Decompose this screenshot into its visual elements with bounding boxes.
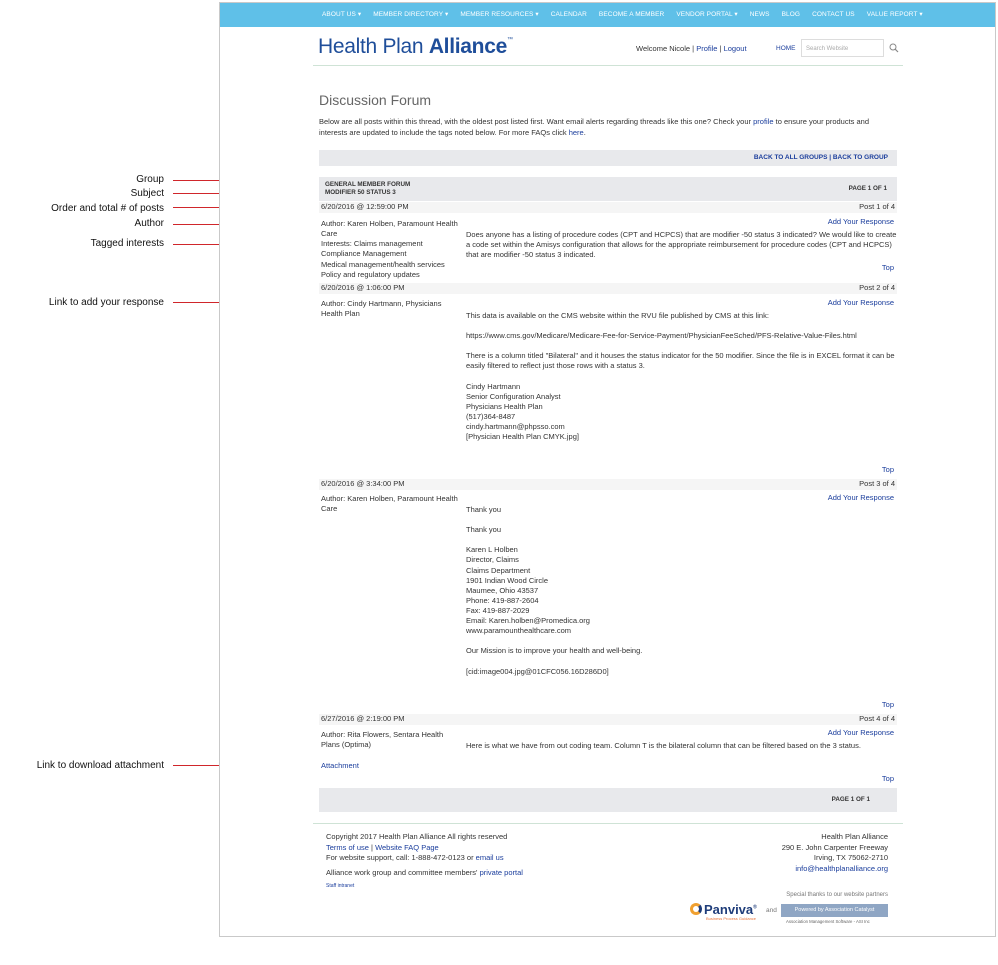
post-number: Post 2 of 4 — [859, 283, 895, 292]
add-response-link[interactable]: Add Your Response — [827, 493, 894, 502]
home-link[interactable]: HOME — [776, 45, 796, 52]
welcome-area — [636, 44, 747, 54]
footer-address: Irving, TX 75062-2710 — [813, 853, 888, 862]
intro-profile-link[interactable]: profile — [753, 117, 774, 126]
panviva-logo[interactable] — [690, 901, 757, 921]
partners-text: Special thanks to our website partners — [786, 892, 888, 898]
header-divider — [313, 65, 903, 66]
post-author: Author: Karen Holben, Paramount Health Care — [321, 219, 458, 239]
post-body — [466, 741, 897, 761]
post-interest: Policy and regulatory updates — [321, 269, 420, 279]
post-interest: Medical management/health services — [321, 259, 445, 269]
intro-here-link[interactable]: here — [568, 127, 584, 137]
callout-subject: Subject — [130, 188, 164, 199]
footer-org: Health Plan Alliance — [821, 832, 888, 841]
faq-link[interactable]: Website FAQ Page — [375, 842, 439, 852]
alliance-line — [326, 868, 523, 879]
intro-part: to ensure your products and interests are updated to include the tags noted below. For more FAQs click — [319, 117, 870, 137]
private-portal-link[interactable]: private portal — [479, 867, 523, 877]
post-body — [466, 230, 897, 270]
post-paragraph: There is a column titled "Bilateral" and it houses the status indicator for the 50 modifier. Since the file is in EXCEL format it can be easily filtered to reflect just those rows with a status 3. — [466, 351, 895, 371]
callout-author: Author — [134, 218, 164, 229]
back-bar — [319, 150, 897, 166]
post-author-block — [321, 494, 463, 514]
staff-intranet-link[interactable]: Staff intranet — [326, 883, 355, 889]
footer-sep: | — [368, 842, 376, 852]
nav-become-member[interactable]: BECOME A MEMBER — [598, 10, 665, 18]
top-link[interactable]: Top — [881, 700, 894, 709]
nav-blog[interactable]: BLOG — [781, 10, 801, 18]
footer-address: 290 E. John Carpenter Freeway — [781, 842, 888, 852]
nav-contact-us[interactable]: CONTACT US — [812, 10, 855, 18]
post-header — [319, 283, 897, 294]
thread-footer-bar — [319, 788, 897, 812]
nav-member-directory[interactable]: MEMBER DIRECTORY ▾ — [373, 10, 449, 18]
and-text: and — [766, 907, 777, 914]
post-paragraph: Our Mission is to improve your health and well-being. — [466, 646, 643, 656]
top-link[interactable]: Top — [881, 263, 894, 272]
top-link[interactable]: Top — [881, 465, 894, 474]
post-paragraph: [cid:image004.jpg@01CFC056.16D286D0] — [466, 666, 609, 676]
post-date: 6/20/2016 @ 3:34:00 PM — [321, 479, 405, 488]
ac-subtext: Association Management Software - ASI Inc — [786, 919, 870, 924]
footer-divider — [313, 823, 903, 824]
callout-order: Order and total # of posts — [51, 203, 164, 214]
intro-part: . — [583, 127, 586, 137]
post-number: Post 3 of 4 — [859, 479, 895, 488]
group-name: GENERAL MEMBER FORUM — [325, 181, 411, 188]
callout-attachment: Link to download attachment — [36, 760, 164, 771]
add-response-link[interactable]: Add Your Response — [827, 298, 894, 307]
nav-member-resources[interactable]: MEMBER RESOURCES ▾ — [460, 10, 539, 18]
support-email-link[interactable]: email us — [475, 853, 504, 862]
page-title: Discussion Forum — [319, 92, 432, 108]
top-link[interactable]: Top — [881, 774, 894, 783]
post-signature: Karen L Holben Director, Claims Claims Department 1901 Indian Wood Circle Maumee, Ohio 43537 Phone: 419-887-2604 Fax: 419-887-2029 Email: Karen.holben@Promedica.org www.paramounthealthcare.com — [466, 545, 590, 636]
post-interest: Interests: Claims management — [321, 239, 423, 249]
post-header — [319, 714, 897, 725]
association-catalyst-badge[interactable]: Powered by Association Catalyst — [781, 904, 888, 917]
post-interest: Compliance Management — [321, 249, 407, 259]
footer-links — [326, 843, 523, 854]
site-logo[interactable] — [318, 33, 513, 61]
add-response-link[interactable]: Add Your Response — [827, 217, 894, 226]
post-header — [319, 479, 897, 490]
nav-value-report[interactable]: VALUE REPORT ▾ — [866, 10, 923, 18]
attachment-link[interactable]: Attachment — [321, 761, 359, 770]
thread-header — [319, 177, 897, 201]
back-to-all-groups-link[interactable]: BACK TO ALL GROUPS — [753, 154, 828, 161]
post-author-block — [321, 219, 463, 280]
copyright: Copyright 2017 Health Plan Alliance All rights reserved — [326, 832, 508, 841]
logo-text-plain: Health Plan — [318, 35, 429, 58]
footer-right — [782, 832, 888, 874]
footer-email-link[interactable]: info@healthplanalliance.org — [795, 863, 888, 873]
browser-page — [219, 2, 996, 937]
profile-link[interactable]: Profile — [696, 44, 718, 53]
post-author: Author: Cindy Hartmann, Physicians Health Plan — [321, 299, 442, 319]
terms-link[interactable]: Terms of use — [326, 842, 369, 852]
post-paragraph: https://www.cms.gov/Medicare/Medicare-Fee-for-Service-Payment/PhysicianFeeSched/PFS-Relative-Value-Files.html — [466, 331, 857, 341]
intro-text — [319, 117, 899, 138]
alliance-text: Alliance work group and committee members' — [326, 867, 480, 877]
welcome-sep: | — [719, 44, 722, 53]
post-paragraph: This data is available on the CMS website within the RVU file published by CMS at this link: — [466, 311, 769, 320]
post-paragraph: Thank you — [466, 505, 502, 514]
logo-text-bold: Alliance — [428, 35, 507, 58]
post-body — [466, 311, 897, 452]
search-icon[interactable] — [889, 43, 899, 53]
post-header — [319, 202, 897, 213]
support-line — [326, 853, 523, 864]
post-number: Post 1 of 4 — [859, 202, 895, 211]
support-text: For website support, call: 1-888-472-0123 or — [326, 853, 476, 862]
add-response-link[interactable]: Add Your Response — [827, 728, 894, 737]
panviva-name: Panviva — [704, 902, 754, 917]
post-body — [466, 505, 897, 687]
panviva-reg: ® — [753, 904, 757, 911]
thread-subject: MODIFIER 50 STATUS 3 — [325, 189, 396, 196]
callout-response: Link to add your response — [48, 297, 164, 308]
post-author-block — [321, 730, 463, 750]
nav-calendar[interactable]: CALENDAR — [550, 10, 587, 18]
footer-left — [326, 832, 523, 890]
post-paragraph: Thank you — [466, 525, 502, 535]
post-date: 6/20/2016 @ 12:59:00 PM — [321, 202, 409, 211]
post-paragraph: Does anyone has a listing of procedure codes (CPT and HCPCS) that are modifier -50 status 3 indicated? We would like to create a code set within the Amisys configuration that allows for the appropriate reimbursement for procedure codes (CPT and HCPCS) that are modifier -50 status 3 indicated. — [466, 230, 897, 260]
post-number: Post 4 of 4 — [859, 714, 895, 723]
welcome-text: Welcome Nicole — [636, 44, 691, 53]
nav-news[interactable]: NEWS — [749, 10, 770, 18]
welcome-sep: | — [692, 44, 695, 53]
logo-tm: ™ — [506, 37, 513, 43]
post-author-block — [321, 299, 463, 319]
post-signature: Cindy Hartmann Senior Configuration Analyst Physicians Health Plan (517)364-8487 cindy.hartmann@phpsso.com [Physician Health Plan CMYK.jpg] — [466, 381, 579, 442]
post-author: Author: Karen Holben, Paramount Health Care — [321, 494, 458, 514]
page-indicator: PAGE 1 OF 1 — [831, 796, 870, 803]
logout-link[interactable]: Logout — [723, 44, 747, 53]
nav-about-us[interactable]: ABOUT US ▾ — [322, 10, 362, 18]
nav-vendor-portal[interactable]: VENDOR PORTAL ▾ — [676, 10, 738, 18]
search-input[interactable]: Search Website — [801, 39, 884, 57]
post-date: 6/27/2016 @ 2:19:00 PM — [321, 714, 405, 723]
post-author: Author: Rita Flowers, Sentara Health Plans (Optima) — [321, 730, 444, 750]
post-date: 6/20/2016 @ 1:06:00 PM — [321, 283, 405, 292]
panviva-mark-icon — [690, 903, 702, 915]
panviva-tagline: Business Process Guidance — [706, 915, 757, 921]
intro-part: Below are all posts within this thread, with the oldest post listed first. Want email alerts regarding threads like this one? Check your — [319, 117, 754, 126]
callout-tagged: Tagged interests — [90, 238, 164, 249]
back-to-group-link[interactable]: BACK TO GROUP — [832, 154, 888, 161]
callout-group: Group — [136, 174, 164, 185]
top-nav — [220, 3, 995, 27]
back-sep: | — [827, 154, 833, 161]
post-paragraph: Here is what we have from out coding team. Column T is the bilateral column that can be filtered based on the 3 status. — [466, 741, 861, 750]
page-indicator: PAGE 1 OF 1 — [848, 185, 887, 192]
